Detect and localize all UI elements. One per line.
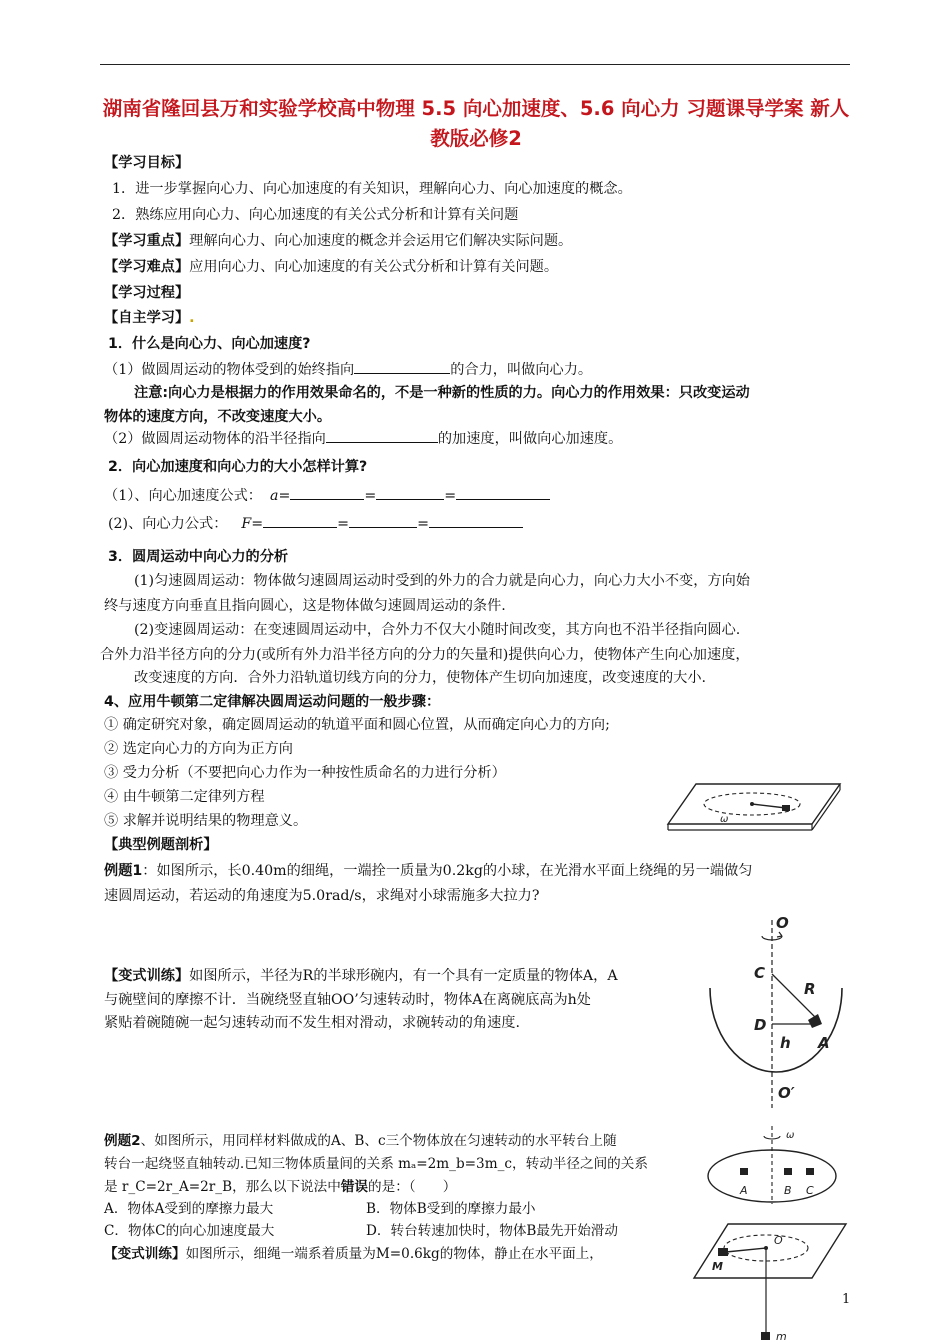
self-study-label: 【自主学习】 [104,310,190,326]
label-o-prime: O′ [778,1084,795,1102]
formula-2-var: F [241,516,252,532]
example-2-emphasis: 错误 [340,1179,369,1195]
q1-2-text-a: （2）做圆周运动物体的沿半径指向 [104,431,326,447]
variant-2-label: 【变式训练】 [104,1246,186,1262]
label-a: A [818,1034,830,1052]
step-5: ⑤ 求解并说明结果的物理意义。 [104,813,308,829]
question-4: 4、应用牛顿第二定律解决圆周运动问题的一般步骤： [104,694,441,710]
option-d: D．转台转速加快时，物体B最先开始滑动 [366,1223,618,1239]
example-2-line-1 [104,1131,617,1151]
formula-1-label: （1）、向心加速度公式： [104,488,262,504]
key-point-label: 【学习重点】 [104,233,190,249]
example-1-label: 例题1 [104,863,143,879]
step-3: ③ 受力分析（不要把向心力作为一种按性质命名的力进行分析） [104,765,506,781]
example-1-line-1 [104,861,752,881]
label-block-b: B [784,1184,792,1197]
objective-1: 1．进一步掌握向心力、向心加速度的有关知识，理解向心力、向心加速度的概念。 [112,181,632,197]
ball [782,805,790,811]
formula-2-eq1: = [251,516,264,532]
figure-turntable [700,1126,850,1216]
example-2-line-2: 转台一起绕竖直轴转动.已知三物体质量间的关系 mₐ=2m_b=3m_c，转动半径之间的关系 [104,1156,648,1172]
variant-1-line-2: 与碗壁间的摩擦不计．当碗绕竖直轴OO’匀速转动时，物体A在离碗底高为h处 [104,992,591,1008]
blank-f1-3[interactable] [456,485,550,500]
example-2-label: 例题2 [104,1133,141,1149]
q3-p2-line-2: 合外力沿半径方向的分力(或所有外力沿半径方向的分力的矢量和)提供向心力，使物体产生向心加速度， [100,647,750,663]
process-heading: 【学习过程】 [104,285,190,301]
label-h: h [780,1034,791,1052]
blank-f1-1[interactable] [290,485,364,500]
label-block-a: A [740,1184,748,1197]
example-2-text-3b: 的是：（ ） [368,1179,457,1195]
block-c [806,1168,814,1175]
formula-1-eq3: = [444,488,457,504]
formula-1 [104,485,550,506]
label-o-center: O [774,1234,783,1247]
rotation-arrowhead [777,932,782,937]
label-m-big: M [712,1260,723,1273]
difficulty [104,257,558,277]
figure-table-circle [664,780,844,836]
objective-2: 2．熟练应用向心力、向心加速度的有关公式分析和计算有关问题 [112,207,519,223]
variant-1-text-1: 如图所示，半径为R的半球形碗内，有一个具有一定质量的物体A，A [189,968,618,984]
example-2-text-3a: 是 r_C=2r_A=2r_B，那么以下说法中 [104,1179,341,1195]
formula-2-label: (2)、向心力公式： [108,516,228,532]
formula-1-eq1: = [278,488,291,504]
mass-m-small [761,1332,770,1340]
difficulty-text: 应用向心力、向心加速度的有关公式分析和计算有关问题。 [189,259,559,275]
label-c: C [754,964,766,982]
q1-2 [104,428,622,449]
self-study-heading [104,308,195,328]
block-a [740,1168,748,1175]
label-r: R [804,980,816,998]
examples-heading: 【典型例题剖析】 [104,837,218,853]
example-1-text-1: ：如图所示，长0.40m的细绳，一端拴一质量为0.2kg的小球，在光滑水平面上绕绳的另一端做匀 [142,863,753,879]
option-c: C．物体C的向心加速度最大 [104,1223,275,1239]
object-a [808,1014,822,1028]
question-2: 2．向心加速度和向心力的大小怎样计算? [108,459,368,475]
blank-f1-2[interactable] [376,485,444,500]
note-line-1: 注意:向心力是根据力的作用效果命名的，不是一种新的性质的力。向心力的作用效果：只改变运动 [134,385,750,401]
q1-2-text-b: 的加速度，叫做向心加速度。 [437,431,623,447]
blank-f2-1[interactable] [263,513,337,528]
table-edge-side [812,790,840,830]
bowl-outline [710,988,842,1072]
page-title: 湖南省隆回县万和实验学校高中物理 5.5 向心加速度、5.6 向心力 习题课导学案 新人教版必修2 [102,97,850,150]
q3-p1-line-2: 终与速度方向垂直且指向圆心，这是物体做匀速圆周运动的条件. [104,598,506,614]
q1-1-text-b: 的合力，叫做向心力。 [450,362,593,378]
difficulty-label: 【学习难点】 [104,259,190,275]
blank-f2-3[interactable] [429,513,523,528]
blank-q1-2[interactable] [326,428,438,443]
q1-1 [104,359,592,380]
q1-1-text-a: （1）做圆周运动的物体受到的始终指向 [104,362,355,378]
figure-hanging-mass [690,1222,850,1344]
note-line-2: 物体的速度方向，不改变速度大小。 [104,409,332,425]
variant-2-line [104,1244,603,1264]
blank-f2-2[interactable] [349,513,417,528]
variant-1-line-3: 紧贴着碗随碗一起匀速转动而不发生相对滑动，求碗转动的角速度. [104,1015,520,1031]
formula-1-var: a [270,488,279,504]
formula-1-eq2: = [364,488,377,504]
option-a: A．物体A受到的摩擦力最大 [104,1201,274,1217]
mass-m-big [718,1248,728,1256]
variant-1-line-1 [104,966,618,986]
key-point [104,231,572,251]
formula-2-eq2: = [337,516,350,532]
objectives-heading: 【学习目标】 [104,155,190,171]
question-3: 3．圆周运动中向心力的分析 [108,549,289,565]
example-1-line-2: 速圆周运动，若运动的角速度为5.0rad/s，求绳对小球需施多大拉力? [104,888,540,904]
yellow-dot: . [189,310,195,326]
label-m-small: m [776,1330,787,1343]
q3-p2-line-1: (2)变速圆周运动：在变速圆周运动中，合外力不仅大小随时间改变，其方向也不沿半径指向圆心. [134,622,741,638]
q3-p1-line-1: (1)匀速圆周运动：物体做匀速圆周运动时受到的外力的合力就是向心力，向心力大小不变，方向始 [134,573,750,589]
formula-2 [108,513,523,534]
label-block-c: C [806,1184,814,1197]
step-2: ② 选定向心力的方向为正方向 [104,741,293,757]
omega-label: ω [720,814,729,825]
turntable-omega: ω [786,1130,795,1141]
q3-p2-line-3: 改变速度的方向．合外力沿轨道切线方向的分力，使物体产生切向加速度，改变速度的大小. [134,670,707,686]
formula-2-eq3: = [417,516,429,532]
label-d: D [754,1016,767,1034]
step-4: ④ 由牛顿第二定律列方程 [104,789,265,805]
block-b [784,1168,792,1175]
label-o: O [776,914,789,932]
blank-q1-1[interactable] [354,359,450,374]
key-point-text: 理解向心力、向心加速度的概念并会运用它们解决实际问题。 [189,233,573,249]
header-rule [100,64,850,65]
step-1: ① 确定研究对象，确定圆周运动的轨道平面和圆心位置，从而确定向心力的方向; [104,717,610,733]
string [752,804,786,808]
page-number: 1 [842,1292,851,1307]
example-2-line-3 [104,1177,456,1197]
variant-1-label: 【变式训练】 [104,968,190,984]
option-b: B．物体B受到的摩擦力最小 [366,1201,536,1217]
string-top [726,1248,766,1252]
question-1: 1．什么是向心力、向心加速度? [108,336,311,352]
figure-bowl [700,908,850,1120]
example-2-text-1: 、如图所示，用同样材料做成的A、B、c三个物体放在匀速转动的水平转台上随 [140,1133,617,1149]
variant-2-text: 如图所示，细绳一端系着质量为M=0.6kg的物体，静止在水平面上， [185,1246,603,1262]
